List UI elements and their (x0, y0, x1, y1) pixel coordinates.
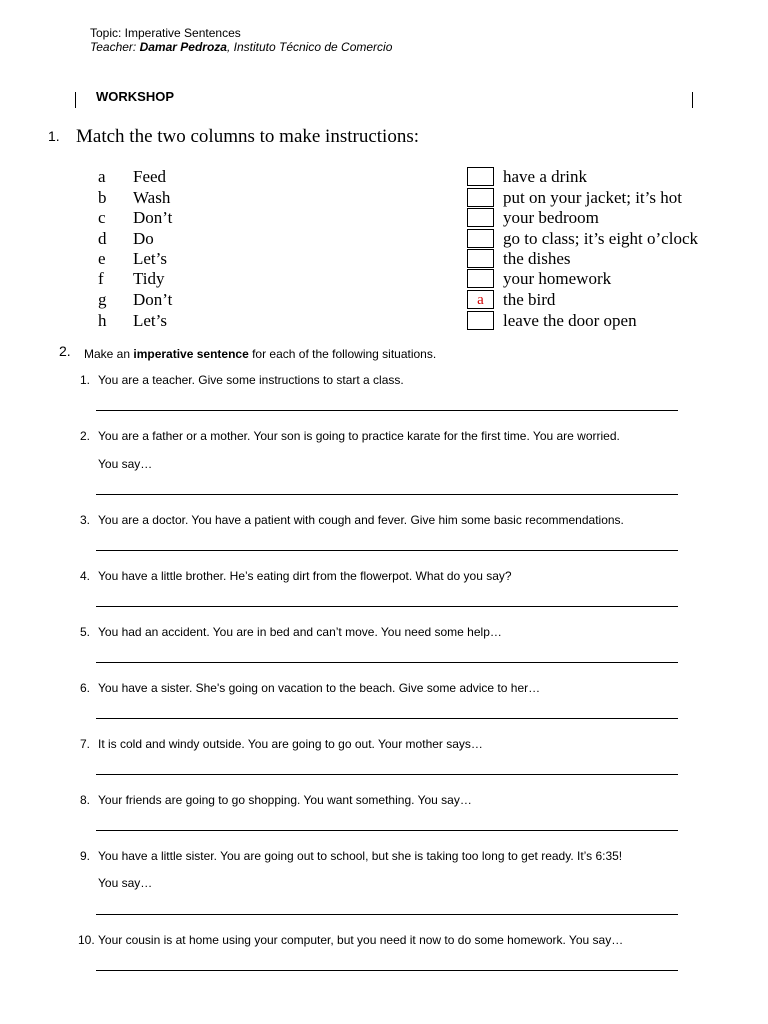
match-verb: Do (133, 229, 154, 248)
exercise-2-number: 2. (59, 343, 71, 359)
match-row (0, 167, 768, 187)
match-letter: b (98, 188, 107, 207)
answer-line[interactable] (96, 662, 678, 663)
match-phrase: go to class; it’s eight o’clock (503, 229, 698, 248)
answer-box[interactable] (467, 229, 494, 248)
answer-line[interactable] (96, 970, 678, 971)
match-row (0, 290, 768, 310)
situation-text: You are a teacher. Give some instructions to start a class. (98, 373, 404, 387)
match-row (0, 188, 768, 208)
match-letter: g (98, 290, 107, 309)
teacher-name: Damar Pedroza (139, 40, 227, 54)
match-row (0, 311, 768, 331)
match-phrase: the bird (503, 290, 556, 309)
teacher-prefix: Teacher: (90, 40, 140, 54)
situation-number: 6. (80, 681, 91, 695)
situation-text: You have a sister. She's going on vacation to the beach. Give some advice to her… (98, 681, 541, 695)
match-verb: Don’t (133, 290, 173, 309)
answer-line[interactable] (96, 914, 678, 915)
exercise-2-instruction (84, 347, 436, 361)
match-phrase: put on your jacket; it’s hot (503, 188, 682, 207)
situation-number: 4. (80, 569, 91, 583)
match-letter: h (98, 311, 107, 330)
match-verb: Let’s (133, 249, 167, 268)
match-letter: f (98, 269, 104, 288)
situation-number: 7. (80, 737, 91, 751)
answer-line[interactable] (96, 718, 678, 719)
match-verb: Let’s (133, 311, 167, 330)
match-letter: c (98, 208, 106, 227)
instruction-part: Make an (84, 347, 134, 361)
instruction-part: for each of the following situations. (248, 347, 437, 361)
answer-line[interactable] (96, 410, 678, 411)
situation-text: You have a little brother. He’s eating dirt from the flowerpot. What do you say? (98, 569, 512, 583)
answer-box[interactable]: a (467, 290, 494, 309)
answer-box[interactable] (467, 188, 494, 207)
exercise-1-instruction: Match the two columns to make instructions: (76, 126, 420, 147)
match-phrase: the dishes (503, 249, 571, 268)
match-row (0, 249, 768, 269)
situation-text: You are a father or a mother. Your son is going to practice karate for the first time. You are worried. (98, 429, 620, 443)
answer-box[interactable] (467, 249, 494, 268)
match-letter: d (98, 229, 107, 248)
match-row (0, 208, 768, 228)
situation-text: You have a little sister. You are going out to school, but she is taking too long to get ready. It’s 6:35! (98, 849, 623, 863)
instruction-keyword: imperative sentence (133, 347, 249, 361)
workshop-title: WORKSHOP (96, 89, 174, 104)
exercise-1-number: 1. (48, 128, 60, 144)
heading-left-border (75, 92, 76, 108)
situation-number: 10. (78, 933, 95, 947)
match-verb: Don’t (133, 208, 173, 227)
answer-line[interactable] (96, 774, 678, 775)
situation-number: 8. (80, 793, 91, 807)
situation-text: Your friends are going to go shopping. You want something. You say… (98, 793, 472, 807)
situation-text: It is cold and windy outside. You are going to go out. Your mother says… (98, 737, 483, 751)
answer-box[interactable] (467, 167, 494, 186)
situation-number: 3. (80, 513, 91, 527)
situation-number: 1. (80, 373, 91, 387)
match-letter: e (98, 249, 106, 268)
match-verb: Wash (133, 188, 171, 207)
match-phrase: have a drink (503, 167, 588, 186)
situation-number: 5. (80, 625, 91, 639)
match-phrase: your homework (503, 269, 612, 288)
match-verb: Feed (133, 167, 167, 186)
answer-line[interactable] (96, 830, 678, 831)
teacher-school: , Instituto Técnico de Comercio (226, 40, 393, 54)
situation-number: 9. (80, 849, 91, 863)
situation-text: You are a doctor. You have a patient with cough and fever. Give him some basic recommendations. (98, 513, 624, 527)
situation-prompt: You say… (98, 876, 153, 890)
match-letter: a (98, 167, 106, 186)
answer-box[interactable] (467, 208, 494, 227)
match-row (0, 269, 768, 289)
situation-prompt: You say… (98, 457, 153, 471)
match-row (0, 229, 768, 249)
answer-box[interactable] (467, 269, 494, 288)
heading-right-border (692, 92, 693, 108)
situation-number: 2. (80, 429, 91, 443)
situation-text: Your cousin is at home using your computer, but you need it now to do some homework. You say… (98, 933, 624, 947)
answer-line[interactable] (96, 550, 678, 551)
match-phrase: leave the door open (503, 311, 637, 330)
match-verb: Tidy (133, 269, 165, 288)
situation-text: You had an accident. You are in bed and can’t move. You need some help… (98, 625, 502, 639)
answer-line[interactable] (96, 606, 678, 607)
answer-line[interactable] (96, 494, 678, 495)
topic-line: Topic: Imperative Sentences (90, 26, 241, 40)
answer-box[interactable] (467, 311, 494, 330)
teacher-line (90, 40, 392, 54)
match-phrase: your bedroom (503, 208, 599, 227)
